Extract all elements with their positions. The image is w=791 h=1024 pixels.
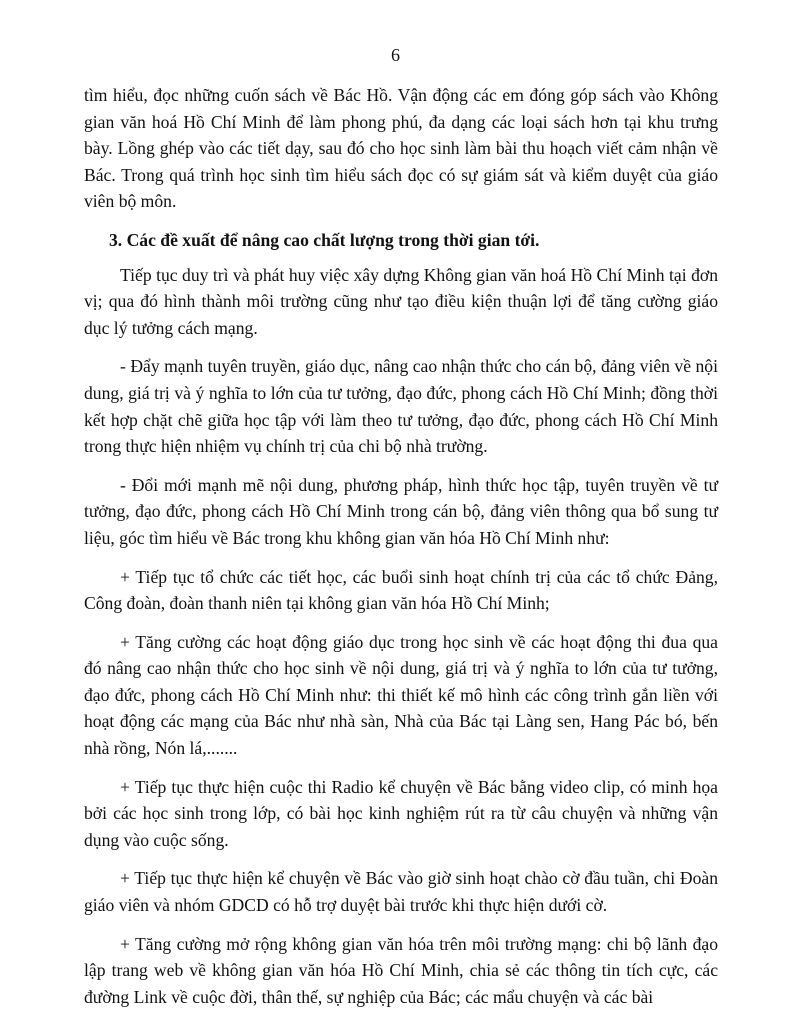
sub-item-political-activities: + Tiếp tục tổ chức các tiết học, các buổi sinh hoạt chính trị của các tổ chức Đảng, Công đoàn, đoàn thanh niên tại không gian văn hóa Hồ Chí Minh;: [84, 566, 718, 614]
document-body: [84, 82, 718, 1022]
sub-item-online-space: + Tăng cường mở rộng không gian văn hóa trên môi trường mạng: chi bộ lãnh đạo lập trang web về không gian văn hóa Hồ Chí Minh, chia sẻ các thông tin tích cực, các đường Link về cuộc đời, thân thế, sự nghiệp của Bác; các mẩu chuyện và các bài: [84, 933, 718, 1007]
bullet-paragraph-innovation: - Đổi mới mạnh mẽ nội dung, phương pháp, hình thức học tập, tuyên truyền về tư tưởng, đạo đức, phong cách Hồ Chí Minh trong cán bộ, đảng viên thông qua bổ sung tư liệu, góc tìm hiểu về Bác trong khu không gian văn hóa Hồ Chí Minh như:: [84, 474, 718, 548]
intro-paragraph: Tiếp tục duy trì và phát huy việc xây dựng Không gian văn hoá Hồ Chí Minh tại đơn vị; qua đó hình thành môi trường cũng như tạo điều kiện thuận lợi để tăng cường giáo dục lý tưởng cách mạng.: [84, 264, 718, 338]
sub-item-student-competitions: + Tăng cường các hoạt động giáo dục trong học sinh về các hoạt động thi đua qua đó nâng cao nhận thức cho học sinh về nội dung, giá trị và ý nghĩa to lớn của tư tưởng, đạo đức, phong cách Hồ Chí Minh như: thi thiết kế mô hình các công trình gắn liền với hoạt động các mạng của Bác như nhà sàn, Nhà của Bác tại Làng sen, Hang Pác bó, bến nhà rồng, Nón lá,.......: [84, 631, 718, 759]
sub-item-radio-contest: + Tiếp tục thực hiện cuộc thi Radio kể chuyện về Bác bằng video clip, có minh họa bởi các học sinh trong lớp, có bài học kinh nghiệm rút ra từ câu chuyện và những vận dụng vào cuộc sống.: [84, 776, 718, 850]
sub-item-flag-ceremony-stories: + Tiếp tục thực hiện kể chuyện về Bác vào giờ sinh hoạt chào cờ đầu tuần, chi Đoàn giáo viên và nhóm GDCD có hỗ trợ duyệt bài trước khi thực hiện dưới cờ.: [84, 868, 718, 916]
section-heading: 3. Các đề xuất để nâng cao chất lượng trong thời gian tới.: [109, 229, 540, 250]
continuation-paragraph: tìm hiểu, đọc những cuốn sách về Bác Hồ. Vận động các em đóng góp sách vào Không gian văn hoá Hồ Chí Minh để làm phong phú, đa dạng các loại sách hơn tại khu trưng bày. Lồng ghép vào các tiết dạy, sau đó cho học sinh làm bài thu hoạch viết cảm nhận về Bác. Trong quá trình học sinh tìm hiểu sách đọc có sự giám sát và kiểm duyệt của giáo viên bộ môn.: [84, 85, 718, 212]
page-number: 6: [391, 45, 400, 65]
bullet-paragraph-propaganda: - Đẩy mạnh tuyên truyền, giáo dục, nâng cao nhận thức cho cán bộ, đảng viên về nội dung, giá trị và ý nghĩa to lớn của tư tưởng, đạo đức, phong cách Hồ Chí Minh; đồng thời kết hợp chặt chẽ giữa học tập với làm theo tư tưởng, đạo đức, phong cách Hồ Chí Minh trong thực hiện nhiệm vụ chính trị của chi bộ nhà trường.: [84, 356, 718, 457]
